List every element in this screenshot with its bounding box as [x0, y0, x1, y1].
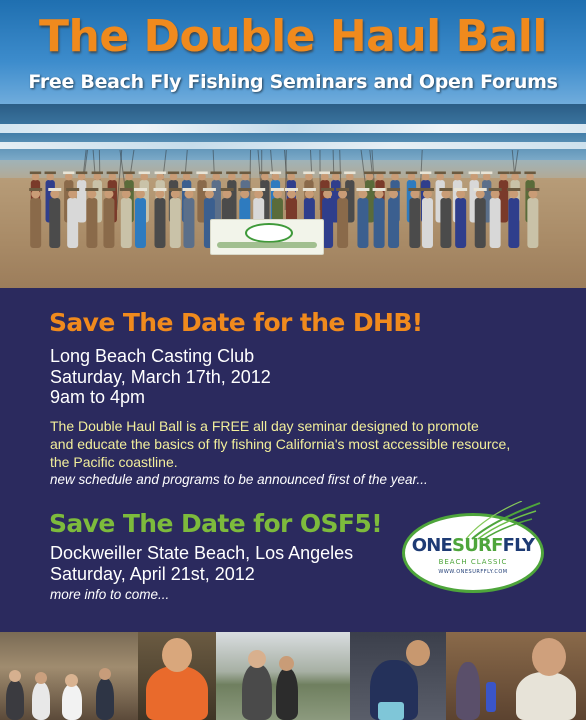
- angler-hat: [408, 188, 421, 191]
- description-line: the Pacific coastline.: [50, 454, 178, 470]
- photo-casting-lesson: [216, 632, 350, 720]
- photo-workshop: [446, 632, 586, 720]
- angler-hat: [30, 172, 41, 175]
- angler-body: [86, 198, 97, 248]
- angler-hat: [364, 172, 375, 175]
- angler-body: [475, 198, 486, 248]
- angler-hat: [226, 172, 237, 175]
- angler-body: [455, 198, 466, 248]
- angler-hat: [481, 172, 492, 175]
- angler-hat: [387, 188, 400, 191]
- group-banner: [210, 219, 324, 255]
- angler-hat: [286, 172, 297, 175]
- angler-body: [183, 198, 194, 248]
- poster-subtitle: Free Beach Fly Fishing Seminars and Open Forums: [28, 71, 558, 93]
- dhb-details: [50, 346, 271, 408]
- angler-hat: [45, 172, 56, 175]
- surf-wave: [0, 142, 586, 149]
- angler-body: [121, 198, 132, 248]
- surf-wave: [0, 124, 586, 133]
- logo-word-surf: SURF: [452, 535, 503, 556]
- angler-hat: [252, 188, 265, 191]
- angler-hat: [454, 188, 467, 191]
- osf-venue: Dockweiller State Beach, Los Angeles: [50, 543, 354, 563]
- dhb-time: 9am to 4pm: [50, 387, 146, 407]
- angler-hat: [356, 188, 369, 191]
- angler-hat: [344, 172, 355, 175]
- angler-hat: [389, 172, 400, 175]
- angler-hat: [285, 188, 298, 191]
- banner-logo: [245, 223, 293, 243]
- angler-hat: [439, 188, 452, 191]
- angler-body: [30, 198, 41, 248]
- angler-hat: [48, 188, 61, 191]
- angler-hat: [120, 188, 133, 191]
- angler-hat: [420, 172, 431, 175]
- angler-hat: [221, 188, 234, 191]
- angler-body: [388, 198, 399, 248]
- angler-body: [440, 198, 451, 248]
- angler-body: [422, 198, 433, 248]
- photo-fly-tying: [138, 632, 216, 720]
- angler-hat: [196, 172, 207, 175]
- angler-hat: [373, 188, 386, 191]
- angler-hat: [336, 188, 349, 191]
- angler-hat: [76, 172, 87, 175]
- angler-body: [135, 198, 146, 248]
- angler-hat: [85, 188, 98, 191]
- angler-hat: [509, 172, 520, 175]
- logo-url: WWW.ONESURFFLY.COM: [438, 569, 508, 575]
- angler-hat: [29, 188, 42, 191]
- angler-hat: [507, 188, 520, 191]
- angler-hat: [169, 188, 182, 191]
- angler-body: [154, 198, 165, 248]
- angler-body: [508, 198, 519, 248]
- dhb-note: new schedule and programs to be announced first of the year...: [50, 472, 428, 487]
- photo-classroom: [0, 632, 138, 720]
- angler-hat: [524, 172, 535, 175]
- onesurffly-logo: [402, 513, 542, 591]
- angler-hat: [452, 172, 463, 175]
- osf-details: [50, 543, 353, 584]
- logo-word-one: ONE: [411, 535, 453, 556]
- angler-hat: [107, 172, 118, 175]
- angler-hat: [168, 172, 179, 175]
- group-photo: [0, 0, 586, 288]
- angler-hat: [303, 188, 316, 191]
- banner-graphic: [217, 242, 317, 248]
- angler-hat: [526, 188, 539, 191]
- description-line: The Double Haul Ball is a FREE all day seminar designed to promote: [50, 418, 479, 434]
- angler-body: [490, 198, 501, 248]
- angler-hat: [259, 172, 270, 175]
- angler-hat: [182, 188, 195, 191]
- description-line: and educate the basics of fly fishing California's most accessible resource,: [50, 436, 511, 452]
- dhb-date: Saturday, March 17th, 2012: [50, 366, 271, 387]
- angler-hat: [92, 172, 103, 175]
- osf-note: more info to come...: [50, 587, 170, 602]
- angler-hat: [435, 172, 446, 175]
- angler-body: [170, 198, 181, 248]
- angler-hat: [153, 188, 166, 191]
- angler-body: [527, 198, 538, 248]
- angler-hat: [155, 172, 166, 175]
- photo-strip: [0, 632, 586, 720]
- angler-hat: [238, 188, 251, 191]
- angler-body: [77, 180, 86, 223]
- angler-hat: [134, 188, 147, 191]
- angler-body: [337, 198, 348, 248]
- logo-subtitle: BEACH CLASSIC: [438, 558, 508, 566]
- angler-hat: [321, 188, 334, 191]
- angler-hat: [181, 172, 192, 175]
- angler-hat: [139, 172, 150, 175]
- angler-hat: [469, 172, 480, 175]
- angler-hat: [203, 188, 216, 191]
- dhb-heading: Save The Date for the DHB!: [49, 308, 423, 337]
- angler-body: [374, 198, 385, 248]
- angler-hat: [271, 188, 284, 191]
- angler-hat: [374, 172, 385, 175]
- dhb-venue: Long Beach Casting Club: [50, 346, 255, 366]
- angler-body: [357, 198, 368, 248]
- angler-hat: [240, 172, 251, 175]
- angler-hat: [474, 188, 487, 191]
- angler-hat: [102, 188, 115, 191]
- angler-hat: [270, 172, 281, 175]
- angler-hat: [63, 172, 74, 175]
- angler-hat: [211, 172, 222, 175]
- angler-hat: [406, 172, 417, 175]
- logo-word-fly: FLY: [502, 535, 535, 556]
- angler-hat: [123, 172, 134, 175]
- angler-hat: [498, 172, 509, 175]
- logo-wordmark: [402, 535, 544, 557]
- osf-heading: Save The Date for OSF5!: [49, 509, 382, 538]
- angler-hat: [319, 172, 330, 175]
- angler-hat: [303, 172, 314, 175]
- dhb-description: [50, 417, 580, 489]
- angler-hat: [421, 188, 434, 191]
- angler-body: [49, 198, 60, 248]
- angler-body: [67, 198, 78, 248]
- angler-body: [409, 198, 420, 248]
- angler-hat: [489, 188, 502, 191]
- angler-hat: [66, 188, 79, 191]
- angler-hat: [330, 172, 341, 175]
- poster-title: The Double Haul Ball: [39, 11, 547, 62]
- photo-demonstration: [350, 632, 446, 720]
- angler-body: [103, 198, 114, 248]
- osf-date: Saturday, April 21st, 2012: [50, 563, 255, 584]
